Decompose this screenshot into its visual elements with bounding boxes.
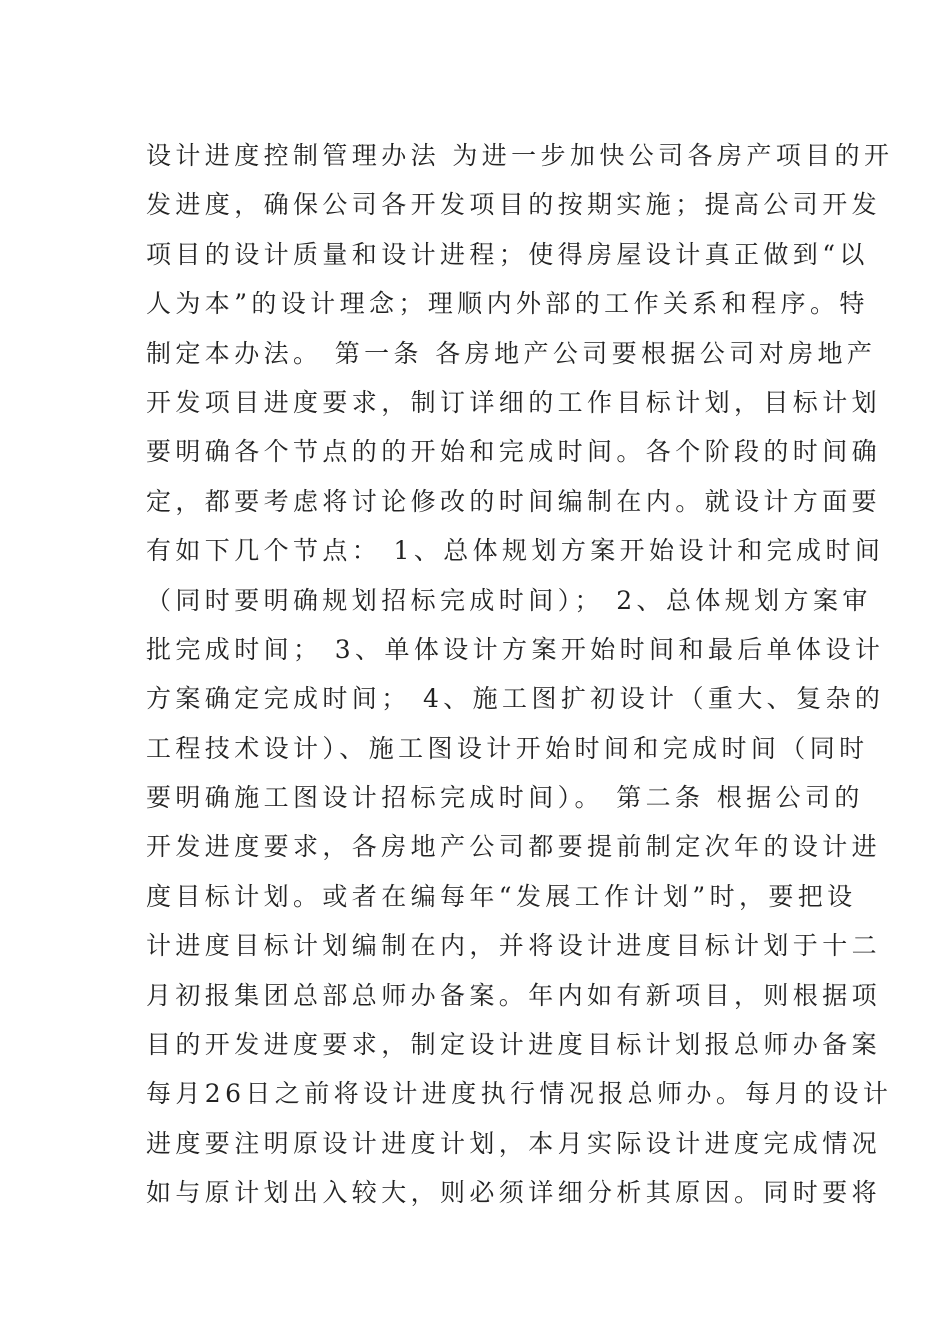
text-line: 计进度目标计划编制在内，并将设计进度目标计划于十二: [146, 931, 882, 961]
text-line: 开发进度要求，各房地产公司都要提前制定次年的设计进: [146, 832, 882, 862]
text-line: （同时要明确规划招标完成时间）； 2、总体规划方案审: [146, 585, 872, 615]
text-line: 发进度，确保公司各开发项目的按期实施；提高公司开发: [146, 190, 882, 220]
document-body: [146, 131, 894, 1218]
text-line: 每月26日之前将设计进度执行情况报总师办。每月的设计: [146, 1079, 893, 1109]
text-line: 如与原计划出入较大，则必须详细分析其原因。同时要将: [146, 1178, 882, 1208]
text-line: 定，都要考虑将讨论修改的时间编制在内。就设计方面要: [146, 486, 882, 516]
text-line: 工程技术设计）、施工图设计开始时间和完成时间（同时: [146, 733, 869, 763]
text-line: 月初报集团总部总师办备案。年内如有新项目，则根据项: [146, 980, 882, 1010]
text-line: 要明确施工图设计招标完成时间）。 第二条 根据公司的: [146, 783, 864, 813]
text-line: 目的开发进度要求，制定设计进度目标计划报总师办备案: [146, 1030, 882, 1060]
text-line: 设计进度控制管理办法 为进一步加快公司各房产项目的开: [146, 141, 894, 170]
text-line: 度目标计划。或者在编每年“发展工作计划”时，要把设: [146, 881, 857, 911]
text-line: 开发项目进度要求，制订详细的工作目标计划，目标计划: [146, 387, 882, 417]
text-line: 有如下几个节点： 1、总体规划方案开始设计和完成时间: [146, 536, 885, 566]
text-line: 批完成时间； 3、单体设计方案开始时间和最后单体设计: [146, 634, 885, 664]
text-line: 要明确各个节点的的开始和完成时间。各个阶段的时间确: [146, 437, 882, 467]
text-line: 制定本办法。 第一条 各房地产公司要根据公司对房地产: [146, 338, 877, 368]
text-line: 人为本”的设计理念；理顺内外部的工作关系和程序。特: [146, 289, 869, 319]
text-line: 进度要注明原设计进度计划，本月实际设计进度完成情况: [146, 1128, 882, 1158]
text-line: 项目的设计质量和设计进程；使得房屋设计真正做到“以: [146, 239, 869, 269]
text-line: 方案确定完成时间； 4、施工图扩初设计（重大、复杂的: [146, 684, 885, 714]
